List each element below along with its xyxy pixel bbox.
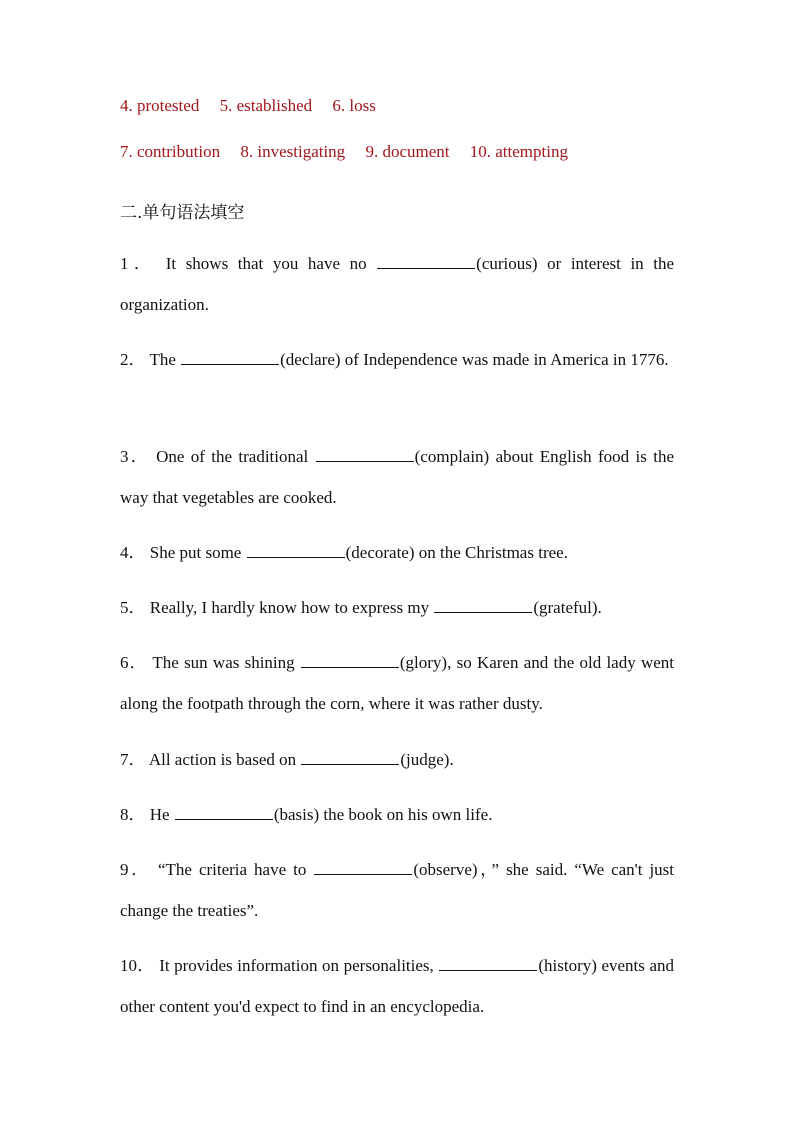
- question-hint: (glory): [399, 653, 448, 672]
- question-hint: (decorate): [345, 543, 415, 562]
- answer-blank[interactable]: [181, 349, 279, 365]
- question-1: [120, 243, 674, 325]
- question-3: [120, 436, 674, 518]
- answer-blank[interactable]: [377, 253, 475, 269]
- question-5: [120, 587, 674, 628]
- answer-blank[interactable]: [301, 652, 399, 668]
- question-hint: (complain): [414, 447, 490, 466]
- question-number: 10．: [120, 956, 155, 975]
- question-text: The: [149, 350, 181, 369]
- question-text: the book on his own life.: [319, 805, 493, 824]
- question-number: 8．: [120, 805, 146, 824]
- question-hint: (declare): [280, 350, 341, 369]
- answer-item: 8. investigating: [240, 142, 346, 161]
- question-text: It provides information on personalities,: [159, 956, 439, 975]
- question-text: , so Karen and the old lady went along the footpath through the corn, where it was rather dusty.: [120, 653, 674, 713]
- question-text: events and other content you'd expect to find in an encyclopedia.: [120, 956, 675, 1016]
- question-number: 3．: [120, 447, 150, 466]
- question-number: 6．: [120, 653, 148, 672]
- question-hint: (observe)，”: [413, 860, 500, 879]
- question-hint: (history): [538, 956, 597, 975]
- question-text: It shows that you have no: [165, 254, 377, 273]
- question-text: He: [149, 805, 174, 824]
- question-10: [120, 945, 674, 1027]
- question-number: 4．: [120, 543, 146, 562]
- answer-key-row-2: [120, 142, 568, 162]
- question-text: All action is based on: [148, 750, 301, 769]
- question-text: of Independence was made in America in 1776.: [340, 350, 669, 369]
- question-text: .: [597, 598, 602, 617]
- answer-item: 5. established: [219, 96, 313, 115]
- answer-item: 7. contribution: [120, 142, 221, 161]
- answer-blank[interactable]: [439, 955, 537, 971]
- question-text: One of the traditional: [156, 447, 315, 466]
- question-hint: (grateful): [533, 598, 598, 617]
- question-text: Really, I hardly know how to express my: [149, 598, 434, 617]
- question-number: 9．: [120, 860, 151, 879]
- question-number: 5．: [120, 598, 146, 617]
- question-text: The sun was shining: [152, 653, 300, 672]
- answer-item: 6. loss: [332, 96, 376, 115]
- question-2: [120, 339, 674, 380]
- question-4: [120, 532, 674, 573]
- answer-blank[interactable]: [301, 749, 399, 765]
- question-text: She put some: [149, 543, 246, 562]
- question-number: 2．: [120, 350, 146, 369]
- answer-item: 10. attempting: [469, 142, 568, 161]
- question-7: [120, 739, 674, 780]
- answer-blank[interactable]: [316, 446, 414, 462]
- section-title: 二.单句语法填空: [120, 203, 245, 223]
- question-text: she said. “We can't just change the treaties”.: [120, 860, 675, 920]
- answer-blank[interactable]: [247, 542, 345, 558]
- answer-item: 9. document: [365, 142, 450, 161]
- question-text: or interest in the organization.: [120, 254, 675, 314]
- question-number: 7．: [120, 750, 146, 769]
- question-text: on the Christmas tree.: [414, 543, 568, 562]
- question-text: .: [449, 750, 454, 769]
- question-hint: (judge): [400, 750, 450, 769]
- answer-blank[interactable]: [434, 597, 532, 613]
- question-8: [120, 794, 674, 835]
- question-hint: (curious): [476, 254, 538, 273]
- answer-item: 4. protested: [120, 96, 200, 115]
- question-9: [120, 849, 674, 931]
- question-number: 1．: [120, 254, 157, 273]
- question-6: [120, 642, 674, 724]
- question-hint: (basis): [273, 805, 320, 824]
- answer-blank[interactable]: [175, 804, 273, 820]
- answer-blank[interactable]: [314, 859, 412, 875]
- question-text: about English food is the way that vegetables are cooked.: [120, 447, 675, 507]
- question-text: “The criteria have to: [157, 860, 314, 879]
- answer-key-row-1: [120, 96, 376, 116]
